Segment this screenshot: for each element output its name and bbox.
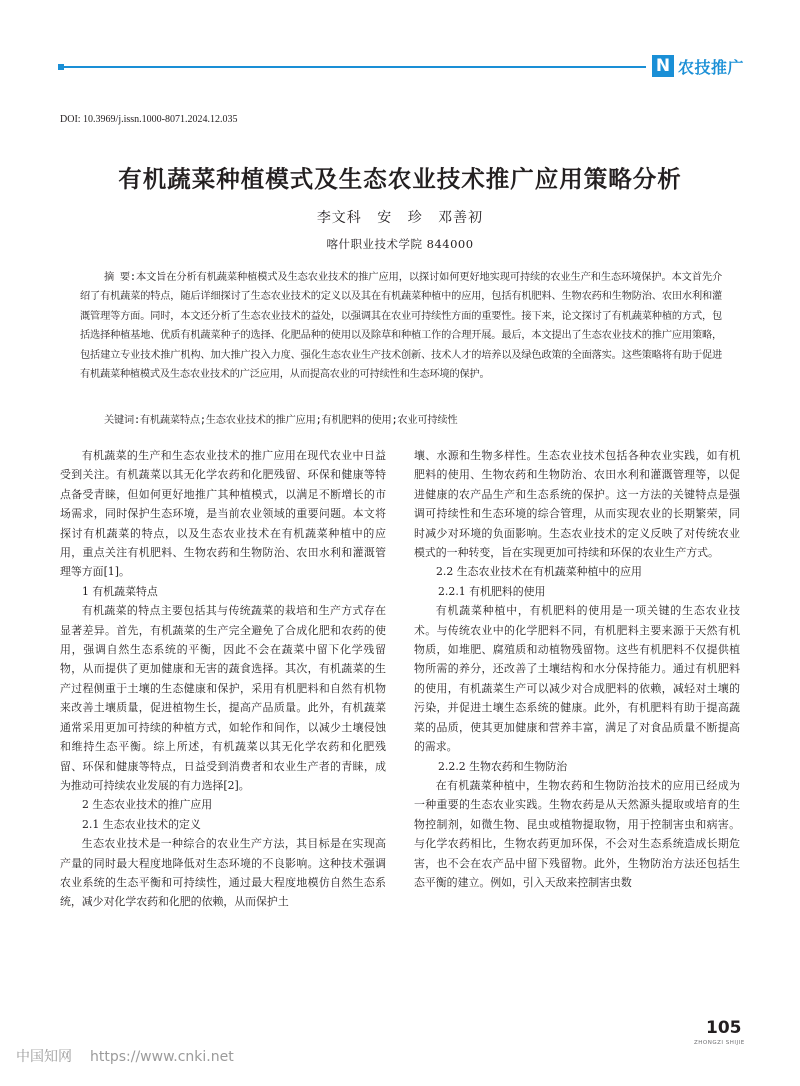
section-heading: 2.2.1 有机肥料的使用 bbox=[438, 584, 546, 598]
abstract-text: 本文旨在分析有机蔬菜种植模式及生态农业技术的推广应用，以探讨如何更好地实现可持续的农业生产和生态环境保护。本文首先介绍了有机蔬菜的特点，随后详细探讨了生态农业技术的定义以及其在有机蔬菜种植中的应用，包括有机肥料、生物农药和生物防治、农田水利和灌溉管理等方面。同时，本文还分析了生态农业技术的益处，以强调其在农业可持续性方面的重要性。接下来，论文探讨了有机蔬菜种植的方式，包括选择种植基地、优质有机蔬菜种子的选择、化肥品种的使用以及除草和种植工作的合理开展。最后，本文提出了生态农业技术的推广应用策略，包括建立专业技术推广机构、加大推广投入力度、强化生态农业生产技术创新、技术人才的培养以及绿色政策的全面落实。这些策略将有助于促进有机蔬菜种植模式及生态农业技术的广泛应用，从而提高农业的可持续性和生态环境的保护。 bbox=[80, 272, 722, 381]
section-name: 农技推广 bbox=[678, 57, 745, 77]
paper-title: 有机蔬菜种植模式及生态农业技术推广应用策略分析 bbox=[118, 165, 682, 193]
section-header bbox=[652, 53, 744, 79]
body-paragraph: 生态农业技术是一种综合的农业生产方法，其目标是在实现高产量的同时最大程度地降低对生态环境的不良影响。这种技术强调农业系统的生态平衡和可持续性，通过最大程度地模仿自然生态系统，减少对化学农药和化肥的依赖，从而保护土 bbox=[60, 837, 386, 909]
keywords-text: 有机蔬菜特点;生态农业技术的推广应用;有机肥料的使用;农业可持续性 bbox=[139, 415, 458, 426]
body-column-left bbox=[60, 446, 386, 912]
footer-url[interactable]: https://www.cnki.net bbox=[90, 1049, 234, 1065]
section-heading: 2.2 生态农业技术在有机蔬菜种植中的应用 bbox=[436, 565, 642, 579]
section-heading: 1 有机蔬菜特点 bbox=[82, 584, 158, 598]
page-number: 105 bbox=[706, 1018, 742, 1038]
keywords-label: 关键词: bbox=[104, 415, 140, 426]
journal-name: ZHONGZI SHIJIE bbox=[694, 1040, 745, 1046]
body-paragraph: 壤、水源和生物多样性。生态农业技术包括各种农业实践，如有机肥料的使用、生物农药和生物防治、农田水利和灌溉管理等，以促进健康的农产品生产和生态系统的保护。这一方法的关键特点是强调可持续性和生态环境的综合管理，从而实现农业的长期繁荣，同时减少对环境的负面影响。生态农业技术的定义反映了对传统农业模式的一种转变，旨在实现更加可持续和环保的农业生产方式。 bbox=[414, 449, 740, 560]
section-badge: N bbox=[652, 55, 674, 77]
authors: 李文科 安 珍 邓善初 bbox=[316, 210, 484, 226]
footer bbox=[16, 1046, 252, 1066]
keywords bbox=[104, 411, 724, 426]
header-rule bbox=[60, 66, 646, 68]
body-paragraph: 有机蔬菜种植中，有机肥料的使用是一项关键的生态农业技术。与传统农业中的化学肥料不同，有机肥料主要来源于天然有机物质，如堆肥、腐殖质和动植物残留物。这些有机肥料不仅提供植物所需的养分，还改善了土壤结构和水分保持能力。通过有机肥料的使用，有机蔬菜生产可以减少对合成肥料的依赖，减轻对土壤的污染，并促进土壤生态系统的健康。此外，有机肥料有助于提高蔬菜的品质，使其更加健康和营养丰富，满足了对食品质量不断提高的需求。 bbox=[414, 604, 740, 754]
body-paragraph: 有机蔬菜的生产和生态农业技术的推广应用在现代农业中日益受到关注。有机蔬菜以其无化学农药和化肥残留、环保和健康等特点备受青睐，但如何更好地推广其种植模式，以满足不断增长的市场需求，同时保护生态环境，是当前农业领域的重要问题。本文将探讨有机蔬菜的特点，以及生态农业技术在有机蔬菜种植中的应用，重点关注有机肥料、生物农药和生物防治、农田水利和灌溉管理等方面[1]。 bbox=[60, 449, 386, 579]
body-column-right bbox=[414, 446, 740, 892]
abstract-label: 摘 要: bbox=[104, 272, 136, 283]
doi: DOI: 10.3969/j.issn.1000-8071.2024.12.035 bbox=[60, 114, 238, 125]
body-paragraph: 在有机蔬菜种植中，生物农药和生物防治技术的应用已经成为一种重要的生态农业实践。生物农药是从天然源头提取或培育的生物控制剂，如微生物、昆虫或植物提取物，用于控制害虫和病害。与化学农药相比，生物农药更加环保，不会对生态系统造成长期危害，也不会在农产品中留下残留物。此外，生物防治方法还包括生态平衡的建立。例如，引入天敌来控制害虫数 bbox=[414, 778, 740, 889]
affiliation: 喀什职业技术学院 844000 bbox=[326, 237, 474, 251]
footer-site-name: 中国知网 bbox=[16, 1049, 72, 1065]
body-paragraph: 有机蔬菜的特点主要包括其与传统蔬菜的栽培和生产方式存在显著差异。首先，有机蔬菜的生产完全避免了合成化肥和农药的使用，强调自然生态系统的平衡，因此不会在蔬菜中留下化学残留物，从而提供了更加健康和无害的蔬食选择。其次，有机蔬菜的生产过程侧重于土壤的生态健康和保护，采用有机肥料和自然有机物来改善土壤质量，促进植物生长，提高产品质量。此外，有机蔬菜通常采用更加可持续的种植方式，如轮作和间作，以减少土壤侵蚀和维持生态平衡。综上所述，有机蔬菜以其无化学农药和化肥残留、环保和健康等特点，日益受到消费者和农业生产者的青睐，成为推动可持续农业发展的有力选择[2]。 bbox=[60, 604, 386, 792]
abstract bbox=[80, 268, 722, 384]
section-heading: 2.1 生态农业技术的定义 bbox=[82, 817, 201, 831]
section-heading: 2.2.2 生物农药和生物防治 bbox=[438, 759, 568, 773]
section-heading: 2 生态农业技术的推广应用 bbox=[82, 798, 213, 812]
